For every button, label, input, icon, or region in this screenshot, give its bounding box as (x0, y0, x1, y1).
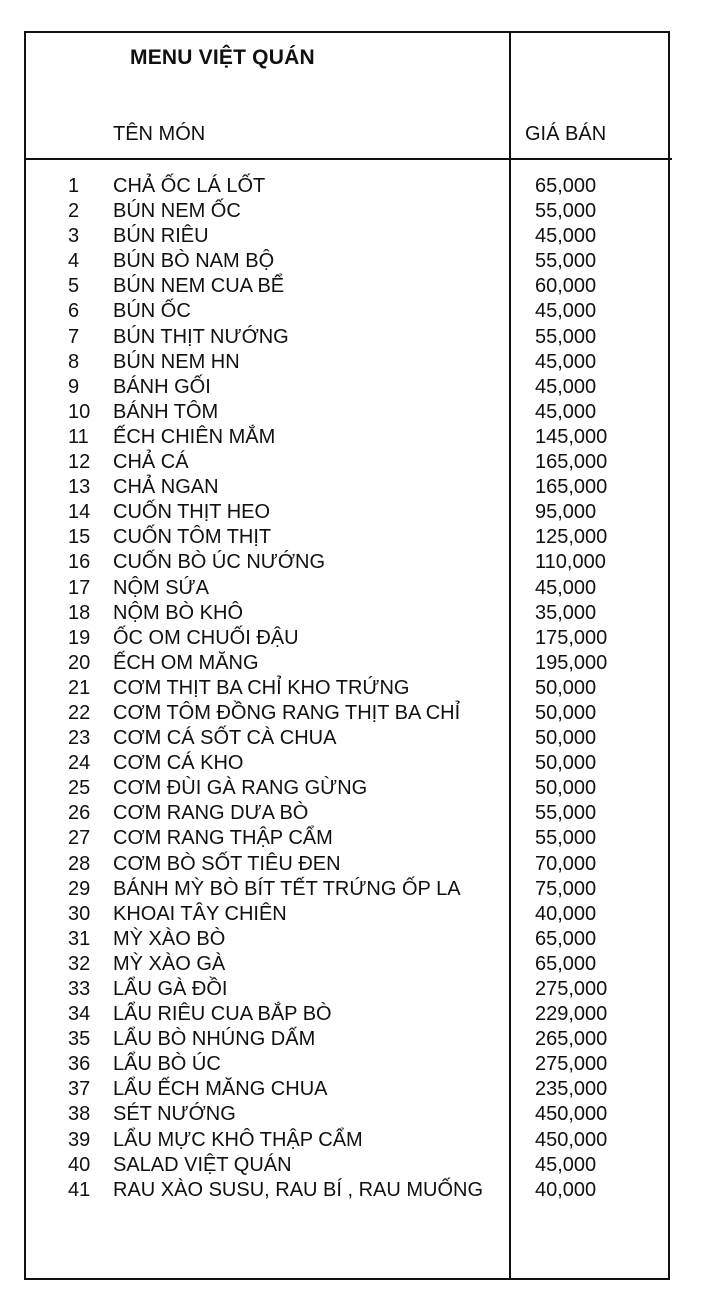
item-name: BÚN NEM CUA BỂ (113, 275, 285, 298)
item-name: CUỐN THỊT HEO (113, 501, 271, 524)
item-name: MỲ XÀO BÒ (113, 927, 226, 950)
menu-item-row (0, 801, 710, 826)
item-price: 40,000 (535, 902, 597, 925)
item-price: 50,000 (535, 752, 597, 775)
item-number: 28 (68, 852, 91, 875)
menu-item-row (0, 174, 710, 199)
item-number: 14 (68, 501, 91, 524)
item-name: CHẢ ỐC LÁ LỐT (113, 175, 266, 197)
item-number: 29 (68, 877, 91, 900)
menu-item-row (0, 1178, 710, 1203)
item-name: ẾCH OM MĂNG (113, 651, 259, 674)
item-price: 45,000 (535, 400, 597, 423)
item-price: 35,000 (535, 601, 597, 624)
menu-item-row (0, 525, 710, 550)
item-number: 30 (68, 902, 91, 925)
menu-item-row (0, 224, 710, 249)
item-number: 33 (68, 978, 91, 1000)
item-number: 35 (68, 1028, 91, 1051)
item-name: CƠM CÁ SỐT CÀ CHUA (113, 727, 337, 750)
item-price: 45,000 (535, 375, 597, 398)
menu-item-row (0, 274, 710, 299)
menu-item-row (0, 1002, 710, 1027)
menu-item-row (0, 1052, 710, 1077)
item-name: BÚN BÒ NAM BỘ (113, 250, 275, 273)
item-name: BÚN RIÊU (113, 225, 209, 248)
item-number: 20 (68, 651, 91, 674)
item-number: 1 (68, 175, 80, 197)
item-number: 39 (68, 1128, 91, 1151)
item-number: 27 (68, 827, 91, 850)
item-name: CUỐN TÔM THỊT (113, 526, 272, 549)
menu-item-row (0, 1128, 710, 1153)
item-number: 41 (68, 1178, 91, 1201)
item-number: 8 (68, 350, 80, 373)
item-number: 17 (68, 576, 91, 599)
item-price: 450,000 (535, 1128, 608, 1151)
menu-title: MENU VIỆT QUÁN (130, 46, 315, 69)
item-price: 65,000 (535, 952, 597, 975)
item-price: 60,000 (535, 275, 597, 298)
item-price: 45,000 (535, 1153, 597, 1176)
item-number: 9 (68, 375, 80, 398)
menu-item-row (0, 651, 710, 676)
item-number: 16 (68, 551, 91, 574)
item-number: 25 (68, 777, 91, 800)
item-price: 55,000 (535, 250, 597, 273)
item-number: 26 (68, 802, 91, 825)
item-name: LẨU GÀ ĐỒI (113, 978, 228, 1000)
item-price: 229,000 (535, 1003, 608, 1026)
menu-item-row (0, 350, 710, 375)
menu-item-row (0, 550, 710, 575)
menu-item-row (0, 701, 710, 726)
item-price: 195,000 (535, 651, 608, 674)
menu-item-row (0, 1077, 710, 1102)
menu-item-row (0, 977, 710, 1002)
menu-item-row (0, 826, 710, 851)
item-name: MỲ XÀO GÀ (113, 952, 226, 975)
item-price: 45,000 (535, 225, 597, 248)
header-divider (24, 158, 672, 160)
item-name: CUỐN BÒ ÚC NƯỚNG (113, 551, 326, 574)
menu-item-row (0, 1153, 710, 1178)
item-name: SALAD VIỆT QUÁN (113, 1153, 292, 1176)
item-price: 450,000 (535, 1103, 608, 1126)
item-name: LẨU ẾCH MĂNG CHUA (113, 1078, 328, 1101)
item-number: 19 (68, 626, 91, 649)
item-name: NỘM SỨA (113, 576, 209, 599)
item-number: 4 (68, 250, 80, 273)
item-name: CƠM BÒ SỐT TIÊU ĐEN (113, 852, 341, 875)
item-price: 55,000 (535, 200, 597, 223)
item-price: 55,000 (535, 802, 597, 825)
item-name: ẾCH CHIÊN MẮM (113, 425, 276, 448)
item-price: 275,000 (535, 1053, 608, 1076)
item-name: SÉT NƯỚNG (113, 1103, 236, 1126)
menu-item-row (0, 902, 710, 927)
item-number: 5 (68, 275, 80, 298)
item-price: 40,000 (535, 1178, 597, 1201)
menu-item-row (0, 450, 710, 475)
menu-item-row (0, 751, 710, 776)
item-price: 55,000 (535, 827, 597, 850)
item-number: 34 (68, 1003, 91, 1026)
item-number: 15 (68, 526, 91, 549)
item-price: 55,000 (535, 325, 597, 348)
item-name: KHOAI TÂY CHIÊN (113, 902, 287, 925)
item-name: CHẢ NGAN (113, 476, 219, 499)
item-price: 265,000 (535, 1028, 608, 1051)
item-name: CƠM ĐÙI GÀ RANG GỪNG (113, 777, 368, 800)
item-number: 11 (68, 425, 89, 448)
column-header-name: TÊN MÓN (113, 123, 206, 145)
item-name: BÁNH GỐI (113, 375, 211, 398)
item-price: 235,000 (535, 1078, 608, 1101)
column-header-price: GIÁ BÁN (525, 123, 607, 145)
item-name: ỐC OM CHUỐI ĐẬU (113, 626, 299, 649)
item-number: 31 (68, 927, 91, 950)
item-price: 95,000 (535, 501, 597, 524)
item-price: 175,000 (535, 626, 608, 649)
item-number: 38 (68, 1103, 91, 1126)
item-number: 32 (68, 952, 91, 975)
item-price: 70,000 (535, 852, 597, 875)
menu-item-row (0, 927, 710, 952)
item-name: CHẢ CÁ (113, 451, 189, 474)
item-price: 50,000 (535, 727, 597, 750)
item-price: 50,000 (535, 701, 597, 724)
item-price: 145,000 (535, 425, 608, 448)
menu-item-row (0, 952, 710, 977)
item-price: 65,000 (535, 175, 597, 197)
item-price: 45,000 (535, 350, 597, 373)
item-number: 40 (68, 1153, 91, 1176)
menu-item-row (0, 601, 710, 626)
menu-item-row (0, 475, 710, 500)
menu-item-row (0, 676, 710, 701)
item-number: 10 (68, 400, 91, 423)
menu-item-row (0, 852, 710, 877)
item-name: BÁNH MỲ BÒ BÍT TẾT TRỨNG ỐP LA (113, 877, 461, 900)
item-number: 7 (68, 325, 80, 348)
item-number: 37 (68, 1078, 91, 1101)
menu-item-row (0, 1027, 710, 1052)
item-number: 13 (68, 476, 91, 499)
item-price: 110,000 (535, 551, 606, 574)
item-number: 22 (68, 701, 91, 724)
item-number: 24 (68, 752, 91, 775)
item-name: BÚN NEM ỐC (113, 200, 241, 223)
item-number: 12 (68, 451, 91, 474)
item-name: BÁNH TÔM (113, 400, 219, 423)
item-price: 65,000 (535, 927, 597, 950)
item-name: BÚN NEM HN (113, 350, 240, 373)
menu-item-row (0, 877, 710, 902)
item-name: LẨU MỰC KHÔ THẬP CẨM (113, 1128, 363, 1151)
item-price: 125,000 (535, 526, 608, 549)
item-number: 36 (68, 1053, 91, 1076)
item-name: CƠM THỊT BA CHỈ KHO TRỨNG (113, 676, 410, 699)
menu-item-row (0, 249, 710, 274)
item-name: LẨU RIÊU CUA BẮP BÒ (113, 1003, 332, 1026)
item-name: LẨU BÒ ÚC (113, 1053, 221, 1076)
item-price: 165,000 (535, 451, 608, 474)
item-price: 50,000 (535, 676, 597, 699)
item-number: 23 (68, 727, 91, 750)
menu-item-row (0, 1102, 710, 1127)
item-name: CƠM CÁ KHO (113, 752, 244, 775)
item-price: 50,000 (535, 777, 597, 800)
item-price: 75,000 (535, 877, 597, 900)
item-name: CƠM RANG THẬP CẨM (113, 827, 333, 850)
menu-items-list (0, 174, 710, 1203)
item-number: 18 (68, 601, 91, 624)
menu-item-row (0, 425, 710, 450)
item-name: CƠM TÔM ĐỒNG RANG THỊT BA CHỈ (113, 701, 461, 724)
item-price: 45,000 (535, 576, 597, 599)
menu-item-row (0, 375, 710, 400)
item-number: 21 (68, 676, 91, 699)
item-number: 2 (68, 200, 80, 223)
menu-item-row (0, 325, 710, 350)
item-name: LẨU BÒ NHÚNG DẤM (113, 1028, 316, 1051)
menu-item-row (0, 626, 710, 651)
item-name: RAU XÀO SUSU, RAU BÍ , RAU MUỐNG (113, 1178, 484, 1201)
item-number: 6 (68, 300, 80, 323)
menu-item-row (0, 576, 710, 601)
item-name: BÚN THỊT NƯỚNG (113, 325, 289, 348)
menu-item-row (0, 776, 710, 801)
menu-item-row (0, 299, 710, 324)
item-name: CƠM RANG DƯA BÒ (113, 802, 309, 825)
menu-item-row (0, 726, 710, 751)
menu-item-row (0, 500, 710, 525)
item-name: NỘM BÒ KHÔ (113, 601, 244, 624)
item-number: 3 (68, 225, 80, 248)
menu-item-row (0, 199, 710, 224)
menu-item-row (0, 400, 710, 425)
item-price: 45,000 (535, 300, 597, 323)
item-name: BÚN ỐC (113, 300, 191, 323)
item-price: 275,000 (535, 978, 608, 1000)
item-price: 165,000 (535, 476, 608, 499)
